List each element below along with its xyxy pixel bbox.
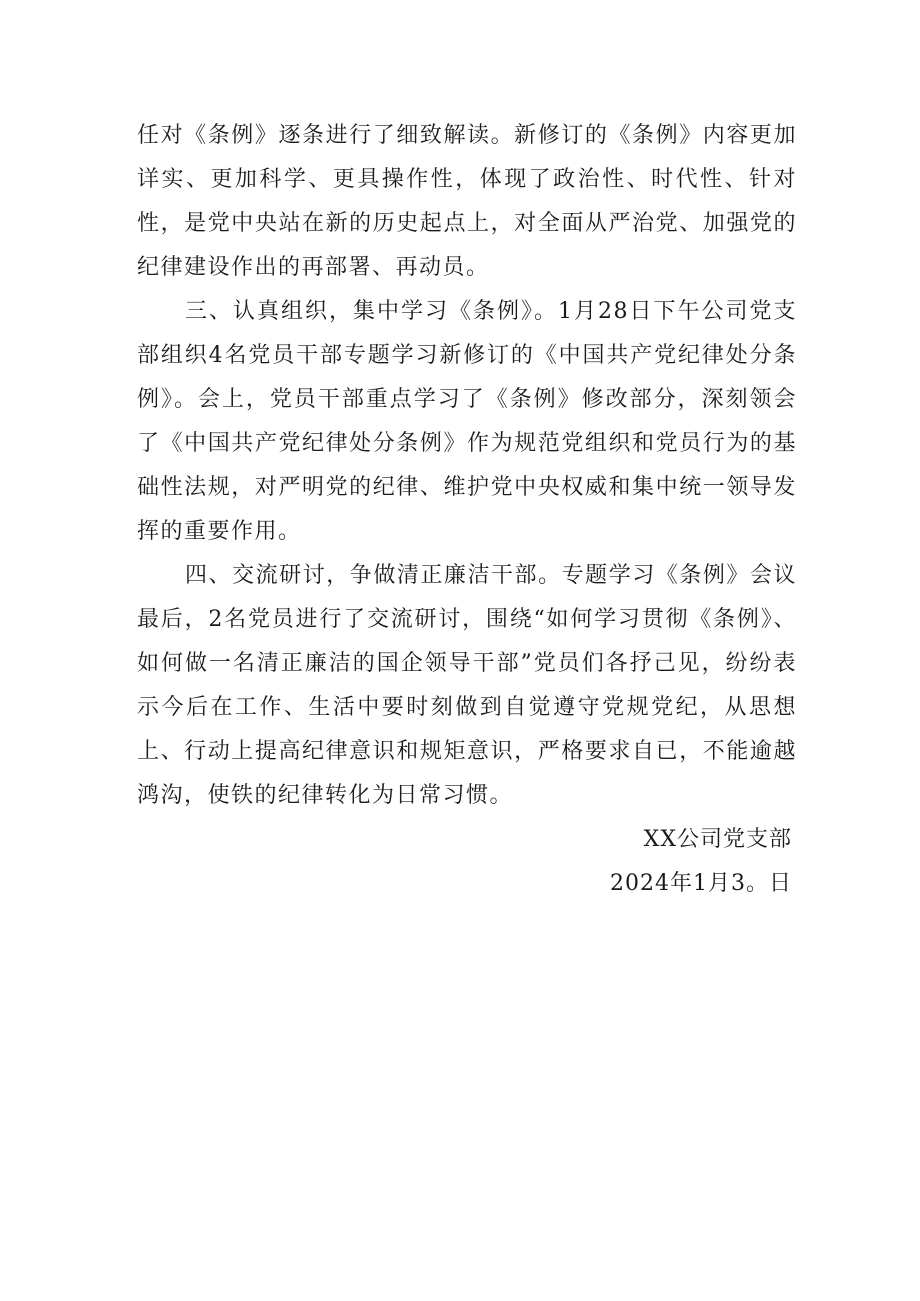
paragraph-section-four: 四、交流研讨，争做清正廉洁干部。专题学习《条例》会议最后，2名党员进行了交流研讨，围绕“如何学习贯彻《条例》、如何做一名清正廉洁的国企领导干部”党员们各抒己见，纷纷表示今后在工作、生活中要时刻做到自觉遵守党规党纪，从思想上、行动上提高纪律意识和规矩意识，严格要求自已，不能逾越鸿沟，使铁的纪律转化为日常习惯。 [137, 563, 797, 808]
paragraph-continuation: 任对《条例》逐条进行了细致解读。新修订的《条例》内容更加详实、更加科学、更具操作性，体现了政治性、时代性、针对性，是党中央站在新的历史起点上，对全面从严治党、加强党的纪律建设作出的再部署、再动员。 [137, 123, 797, 280]
signature-date: 2024年1月3。日 [610, 871, 792, 896]
signature-organization: XX公司党支部 [643, 827, 792, 852]
paragraph-section-three: 三、认真组织，集中学习《条例》。1月28日下午公司党支部组织4名党员干部专题学习新修订的《中国共产党纪律处分条例》。会上，党员干部重点学习了《条例》修改部分，深刻领会了《中国共产党纪律处分条例》作为规范党组织和党员行为的基础性法规，对严明党的纪律、维护党中央权威和集中统一领导发挥的重要作用。 [137, 299, 797, 544]
